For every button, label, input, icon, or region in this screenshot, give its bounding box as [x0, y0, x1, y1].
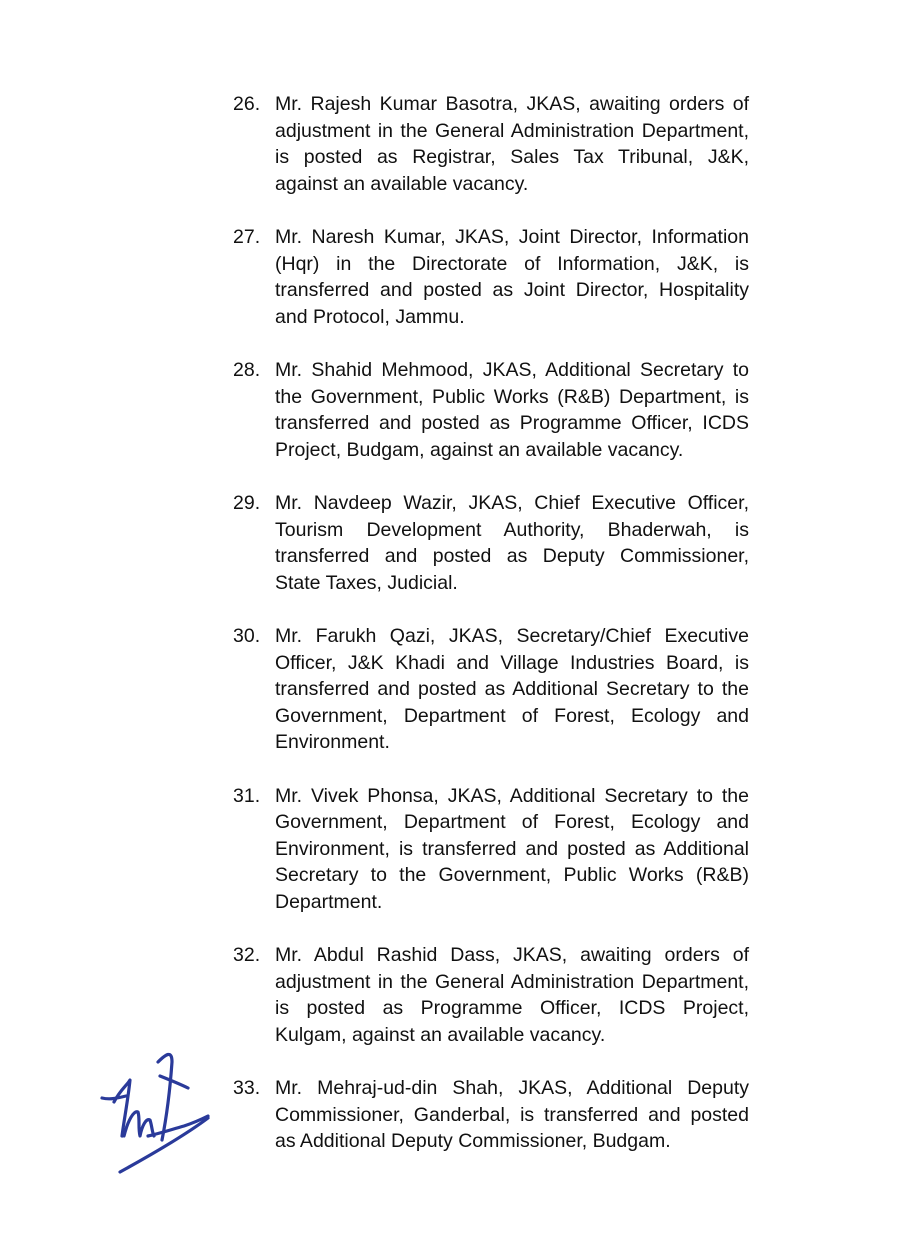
order-number: 27.: [233, 226, 261, 248]
order-text: Mr. Navdeep Wazir, JKAS, Chief Executive Officer, Tourism Development Authority, Bhaderwah, is transferred and posted as Deputy Commissioner, State Taxes, Judicial.: [275, 492, 749, 594]
signature-stroke: [102, 1096, 126, 1099]
signature-stroke: [124, 1112, 154, 1136]
order-number: 29.: [233, 492, 261, 514]
order-item-30: [229, 623, 749, 756]
order-item-29: [229, 490, 749, 596]
handwritten-signature: [100, 1040, 220, 1180]
order-item-31: [229, 783, 749, 916]
order-text: Mr. Abdul Rashid Dass, JKAS, awaiting orders of adjustment in the General Administration Department, is posted as Programme Officer, ICDS Project, Kulgam, against an available vacancy.: [275, 944, 749, 1046]
order-item-32: [229, 942, 749, 1048]
order-number: 31.: [233, 784, 261, 807]
signature-stroke: [158, 1054, 172, 1140]
order-number: 26.: [233, 93, 261, 115]
order-number: 32.: [233, 944, 261, 966]
order-text: Mr. Rajesh Kumar Basotra, JKAS, awaiting orders of adjustment in the General Administration Department, is posted as Registrar, Sales Tax Tribunal, J&K, against an available vacancy.: [275, 93, 749, 195]
order-number: 28.: [233, 359, 261, 381]
order-text: Mr. Vivek Phonsa, JKAS, Additional Secretary to the Government, Department of Forest, Ecology and Environment, is transferred and posted as Additional Secretary to the Government, Public Works (R&B) Department.: [275, 784, 749, 913]
order-item-28: [229, 357, 749, 463]
order-item-27: [229, 224, 749, 330]
order-number: 33.: [233, 1077, 261, 1099]
order-item-33: [229, 1075, 749, 1155]
order-item-26: [229, 91, 749, 197]
order-list: [229, 91, 749, 1182]
order-text: Mr. Mehraj-ud-din Shah, JKAS, Additional Deputy Commissioner, Ganderbal, is transferred and posted as Additional Deputy Commissioner, Budgam.: [275, 1077, 749, 1152]
order-number: 30.: [233, 625, 261, 647]
order-text: Mr. Shahid Mehmood, JKAS, Additional Secretary to the Government, Public Works (R&B) Department, is transferred and posted as Programme Officer, ICDS Project, Budgam, against an available vacancy.: [275, 359, 749, 461]
order-text: Mr. Farukh Qazi, JKAS, Secretary/Chief Executive Officer, J&K Khadi and Village Industries Board, is transferred and posted as Additional Secretary to the Government, Department of Forest, Ecology and Environment.: [275, 625, 749, 753]
signature-stroke: [160, 1076, 188, 1088]
order-text: Mr. Naresh Kumar, JKAS, Joint Director, Information (Hqr) in the Directorate of Information, J&K, is transferred and posted as Joint Director, Hospitality and Protocol, Jammu.: [275, 226, 749, 328]
